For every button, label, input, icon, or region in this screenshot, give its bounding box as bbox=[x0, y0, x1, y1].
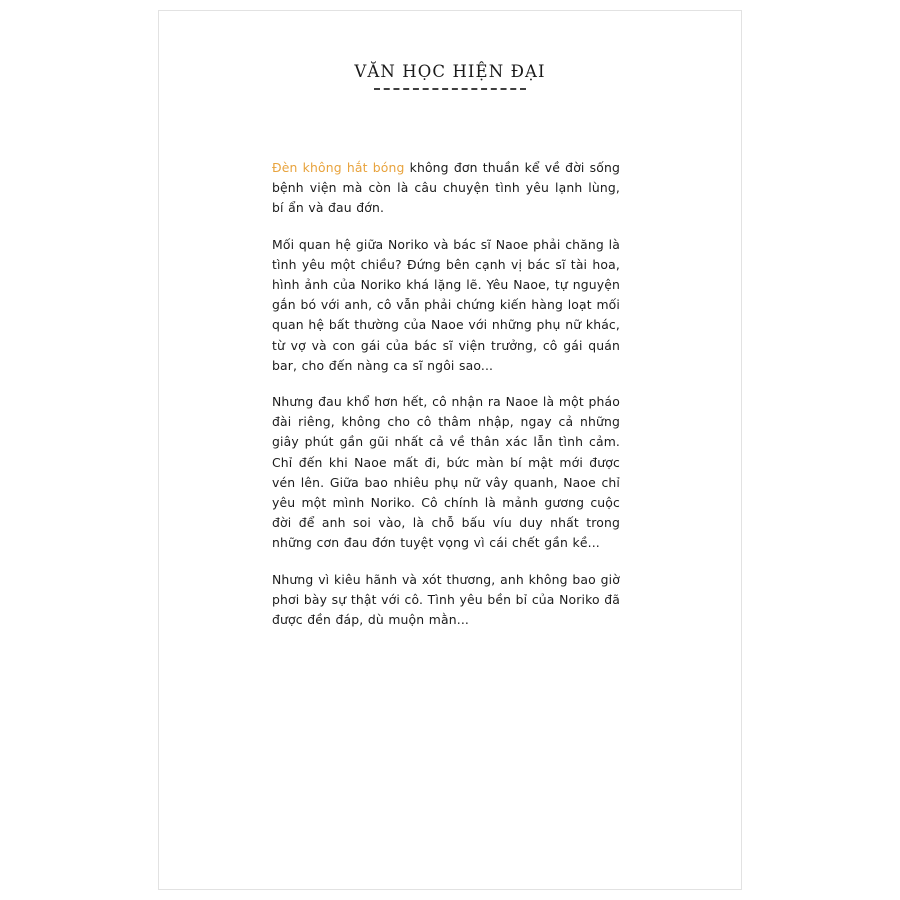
blurb-paragraph-1 bbox=[272, 158, 620, 219]
blurb-paragraph-1-rest: không đơn thuần kể về đời sống bệnh viện mà còn là câu chuyện tình yêu lạnh lùng, bí ẩn và đau đớn. bbox=[272, 160, 620, 216]
book-title-highlight: Đèn không hắt bóng bbox=[272, 160, 405, 175]
blurb-paragraph-4: Nhưng vì kiêu hãnh và xót thương, anh không bao giờ phơi bày sự thật với cô. Tình yêu bền bỉ của Noriko đã được đền đáp, dù muộn mằn... bbox=[272, 571, 620, 628]
blurb-paragraph-3: Nhưng đau khổ hơn hết, cô nhận ra Naoe là một pháo đài riêng, không cho cô thâm nhập, ngay cả những giây phút gần gũi nhất cả về thân xác lẫn tình cảm. Chỉ đến khi Naoe mất đi, bức màn bí mật mới được vén lên. Giữa bao nhiêu phụ nữ vây quanh, Naoe chỉ yêu một mình Noriko. Cô chính là mảnh gương cuộc đời để anh soi vào, là chỗ bấu víu duy nhất trong những cơn đau đớn tuyệt vọng vì cái chết gần kề... bbox=[272, 394, 620, 551]
cover-content bbox=[158, 10, 742, 890]
blurb-paragraph-2: Mối quan hệ giữa Noriko và bác sĩ Naoe phải chăng là tình yêu một chiều? Đứng bên cạnh vị bác sĩ tài hoa, hình ảnh của Noriko khá lặng lẽ. Yêu Naoe, tự nguyện gắn bó với anh, cô vẫn phải chứng kiến hàng loạt mối quan hệ bất thường của Naoe với những phụ nữ khác, từ vợ và con gái của bác sĩ viện trưởng, cô gái quán bar, cho đến nàng ca sĩ ngôi sao... bbox=[272, 236, 620, 373]
page-title: VĂN HỌC HIỆN ĐẠI bbox=[354, 62, 546, 81]
blurb-body bbox=[272, 158, 620, 630]
category-header bbox=[158, 62, 742, 90]
title-underline-rule bbox=[374, 88, 526, 90]
